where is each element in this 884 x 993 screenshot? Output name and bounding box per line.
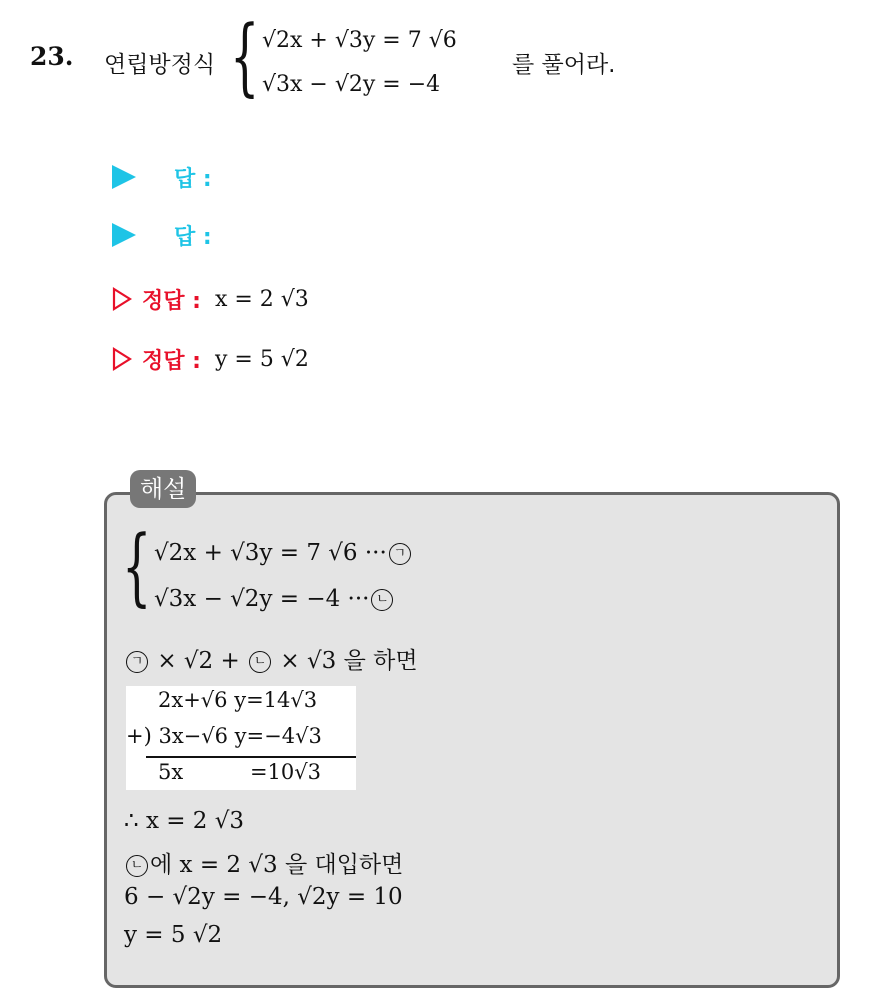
circled-giyeok-icon: ㄱ <box>389 543 411 565</box>
calc-row-2: +) 3x−√6 y=−4√3 <box>126 724 322 748</box>
result-line: y = 5 √2 <box>124 922 223 948</box>
system-equation-2: √3x − √2y = −4 ··· ㄴ <box>154 586 395 612</box>
correct-answer-row-1 <box>112 282 309 316</box>
question-prompt: 연립방정식 <box>104 52 216 78</box>
correct-answer-value-1: x = 2 √3 <box>214 286 309 312</box>
system-brace-icon: { <box>122 517 152 615</box>
correct-answer-label: 정답 : <box>142 288 201 314</box>
system-equation-1: √2x + √3y = 7 √6 ··· ㄱ <box>154 540 413 566</box>
play-triangle-icon <box>112 223 136 247</box>
therefore-line: ∴ x = 2 √3 <box>124 808 245 834</box>
step-combine: ㄱ × √2 + ㄴ × √3 을 하면 <box>124 642 418 675</box>
question-equation-1: √2x + √3y = 7 √6 <box>262 28 457 53</box>
question-tail: 를 풀어라. <box>512 52 616 78</box>
circled-nieun-icon: ㄴ <box>249 651 271 673</box>
circled-nieun-icon: ㄴ <box>371 589 393 611</box>
outline-triangle-icon <box>112 347 132 371</box>
answer-label: 답 : <box>174 166 212 192</box>
question-equation-2: √3x − √2y = −4 <box>262 72 441 97</box>
play-triangle-icon <box>112 165 136 189</box>
outline-triangle-icon <box>112 287 132 311</box>
calc-divider <box>146 756 356 758</box>
answer-row-1 <box>112 160 212 194</box>
correct-answer-value-2: y = 5 √2 <box>214 346 309 372</box>
answer-row-2 <box>112 218 212 252</box>
answer-label: 답 : <box>174 224 212 250</box>
solve-line: 6 − √2y = −4, √2y = 10 <box>124 884 403 910</box>
circled-nieun-icon: ㄴ <box>126 855 148 877</box>
equation-brace-icon: { <box>230 7 260 105</box>
correct-answer-row-2 <box>112 342 309 376</box>
question-number: 23. <box>30 42 74 71</box>
solution-tag: 해설 <box>130 470 196 508</box>
calc-row-3: 5x =10√3 <box>158 760 322 784</box>
circled-giyeok-icon: ㄱ <box>126 651 148 673</box>
correct-answer-label: 정답 : <box>142 348 201 374</box>
elimination-calculation <box>126 686 356 790</box>
substitute-line: ㄴ 에 x = 2 √3 을 대입하면 <box>124 846 403 879</box>
calc-row-1: 2x+√6 y=14√3 <box>158 688 318 712</box>
